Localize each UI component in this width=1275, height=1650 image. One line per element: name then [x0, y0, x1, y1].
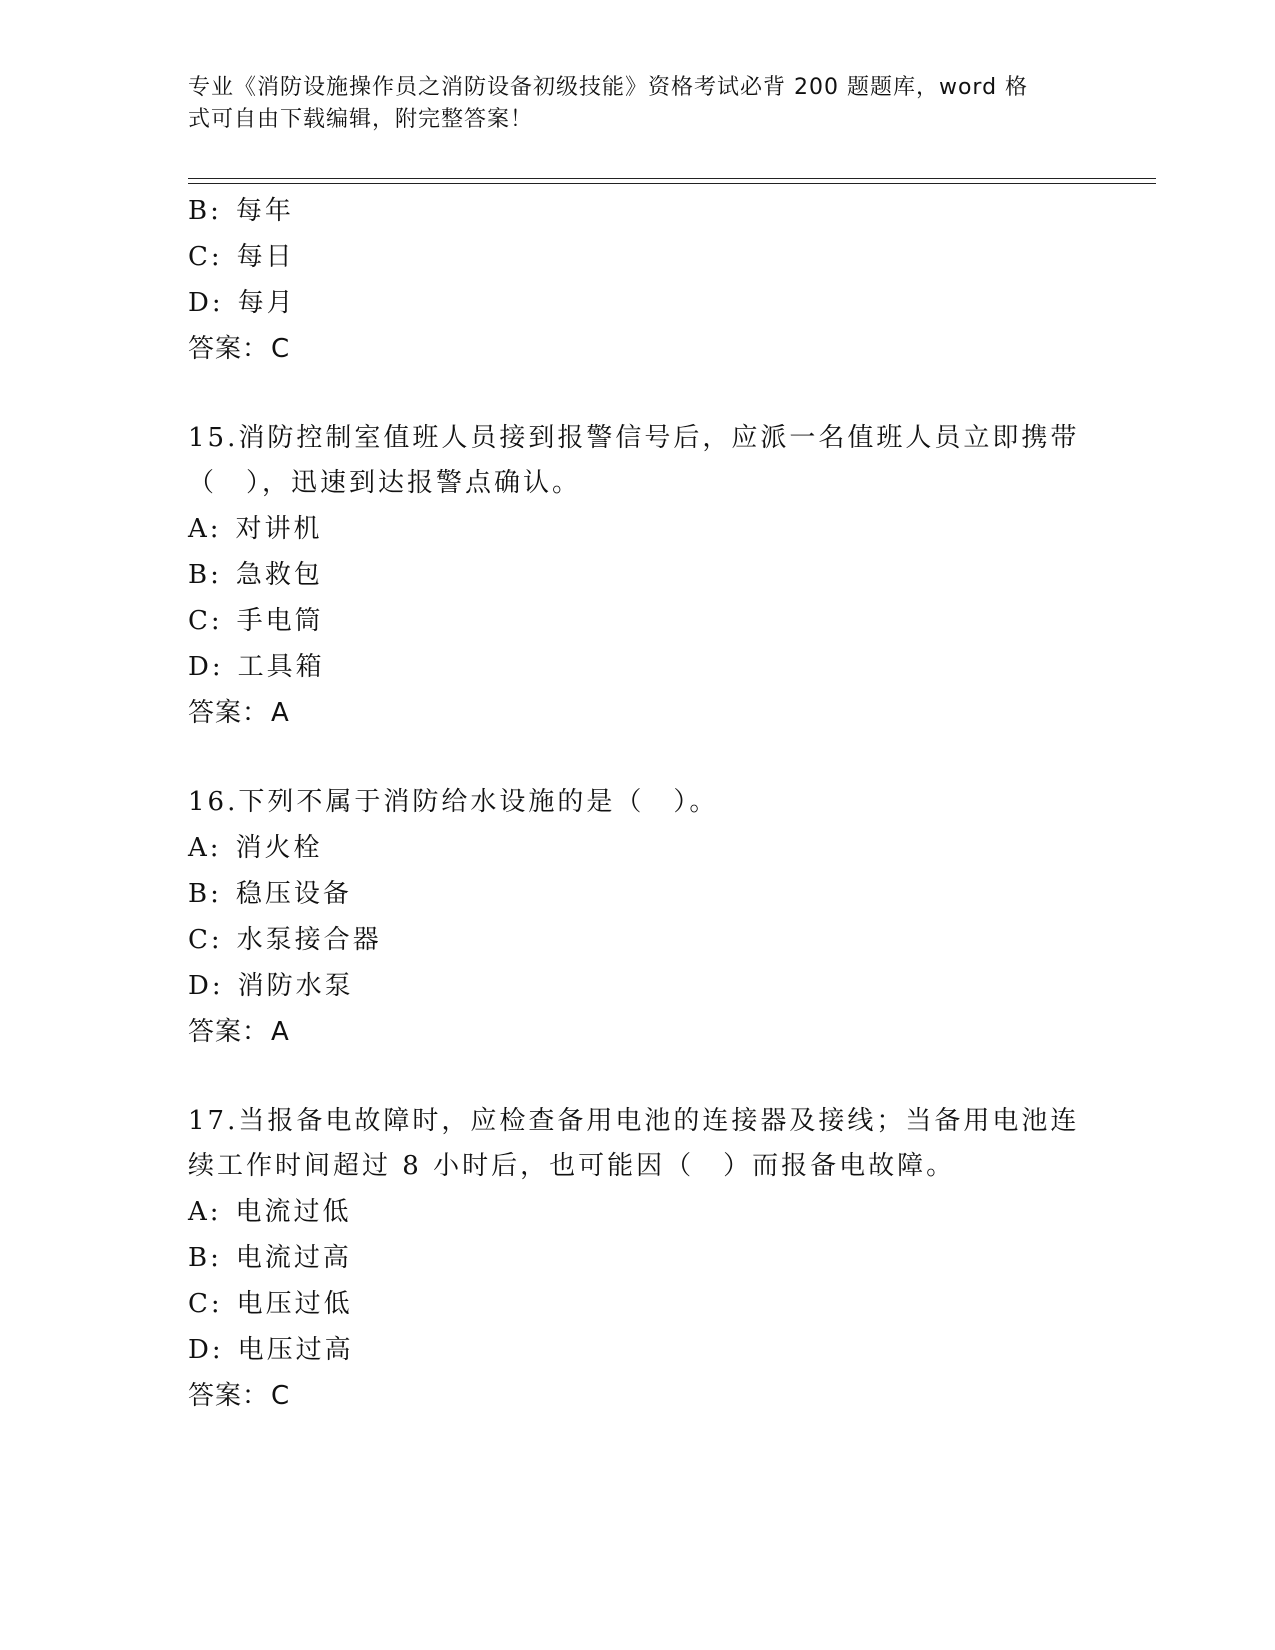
question-block-16	[188, 780, 1088, 1055]
option-d	[188, 1327, 1088, 1373]
option-text: 每年	[235, 196, 294, 226]
option-label: D:	[188, 971, 224, 1001]
option-text: 电压过高	[237, 1335, 354, 1365]
option-text: 每日	[236, 242, 295, 272]
option-c	[188, 917, 1088, 963]
option-label: D:	[188, 1335, 224, 1365]
answer-label: 答案：	[188, 1017, 270, 1047]
answer-value: A	[271, 698, 290, 728]
option-text: 水泵接合器	[236, 925, 382, 955]
option-b	[188, 188, 1088, 234]
option-text: 消火栓	[235, 833, 323, 863]
option-text: 稳压设备	[235, 879, 352, 909]
option-text: 电流过高	[235, 1243, 352, 1273]
header-line-2: 式可自由下载编辑，附完整答案！	[188, 107, 534, 132]
option-label: C:	[188, 242, 223, 272]
option-label: D:	[188, 652, 224, 682]
option-d	[188, 963, 1088, 1009]
option-a	[188, 825, 1088, 871]
question-stem-line-2: （ ），迅速到达报警点确认。	[188, 468, 582, 498]
answer-line	[188, 1009, 1088, 1055]
question-stem-line-1: 16.下列不属于消防给水设施的是（ ）。	[188, 787, 719, 817]
option-label: C:	[188, 1289, 223, 1319]
header-line-1: 专业《消防设施操作员之消防设备初级技能》资格考试必背 200 题题库，word 格	[188, 75, 1029, 100]
option-text: 电压过低	[236, 1289, 353, 1319]
option-label: B:	[188, 196, 222, 226]
option-c	[188, 234, 1088, 280]
option-b	[188, 871, 1088, 917]
question-stem-line-1: 15.消防控制室值班人员接到报警信号后，应派一名值班人员立即携带	[188, 423, 1080, 453]
answer-label: 答案：	[188, 698, 270, 728]
option-text: 急救包	[235, 560, 323, 590]
question-stem	[188, 1099, 1088, 1189]
question-stem-line-2: 续工作时间超过 8 小时后，也可能因（ ）而报备电故障。	[188, 1151, 956, 1181]
answer-value: C	[271, 1381, 291, 1411]
option-b	[188, 1235, 1088, 1281]
question-block-15	[188, 416, 1088, 736]
option-text: 消防水泵	[237, 971, 354, 1001]
option-a	[188, 1189, 1088, 1235]
header-divider-bottom	[188, 183, 1156, 184]
option-text: 对讲机	[235, 514, 323, 544]
option-label: B:	[188, 560, 222, 590]
header-divider-top	[188, 178, 1156, 179]
answer-line	[188, 1373, 1088, 1419]
question-block-prev	[188, 188, 1088, 372]
document-header	[188, 72, 1068, 136]
answer-line	[188, 326, 1088, 372]
option-text: 每月	[237, 288, 296, 318]
option-d	[188, 644, 1088, 690]
option-label: A:	[188, 514, 222, 544]
question-stem-line-1: 17.当报备电故障时，应检查备用电池的连接器及接线；当备用电池连	[188, 1106, 1080, 1136]
option-label: A:	[188, 833, 222, 863]
answer-value: A	[271, 1017, 290, 1047]
answer-label: 答案：	[188, 1381, 270, 1411]
question-list	[188, 188, 1088, 1419]
option-c	[188, 1281, 1088, 1327]
option-b	[188, 552, 1088, 598]
option-label: C:	[188, 606, 223, 636]
option-label: A:	[188, 1197, 222, 1227]
option-text: 手电筒	[236, 606, 324, 636]
option-label: B:	[188, 1243, 222, 1273]
answer-value: C	[271, 334, 291, 364]
question-stem	[188, 780, 1088, 825]
option-d	[188, 280, 1088, 326]
option-label: D:	[188, 288, 224, 318]
option-label: C:	[188, 925, 223, 955]
option-c	[188, 598, 1088, 644]
option-text: 工具箱	[237, 652, 325, 682]
question-block-17	[188, 1099, 1088, 1419]
option-text: 电流过低	[235, 1197, 352, 1227]
answer-label: 答案：	[188, 334, 270, 364]
option-a	[188, 506, 1088, 552]
answer-line	[188, 690, 1088, 736]
question-stem	[188, 416, 1088, 506]
option-label: B:	[188, 879, 222, 909]
